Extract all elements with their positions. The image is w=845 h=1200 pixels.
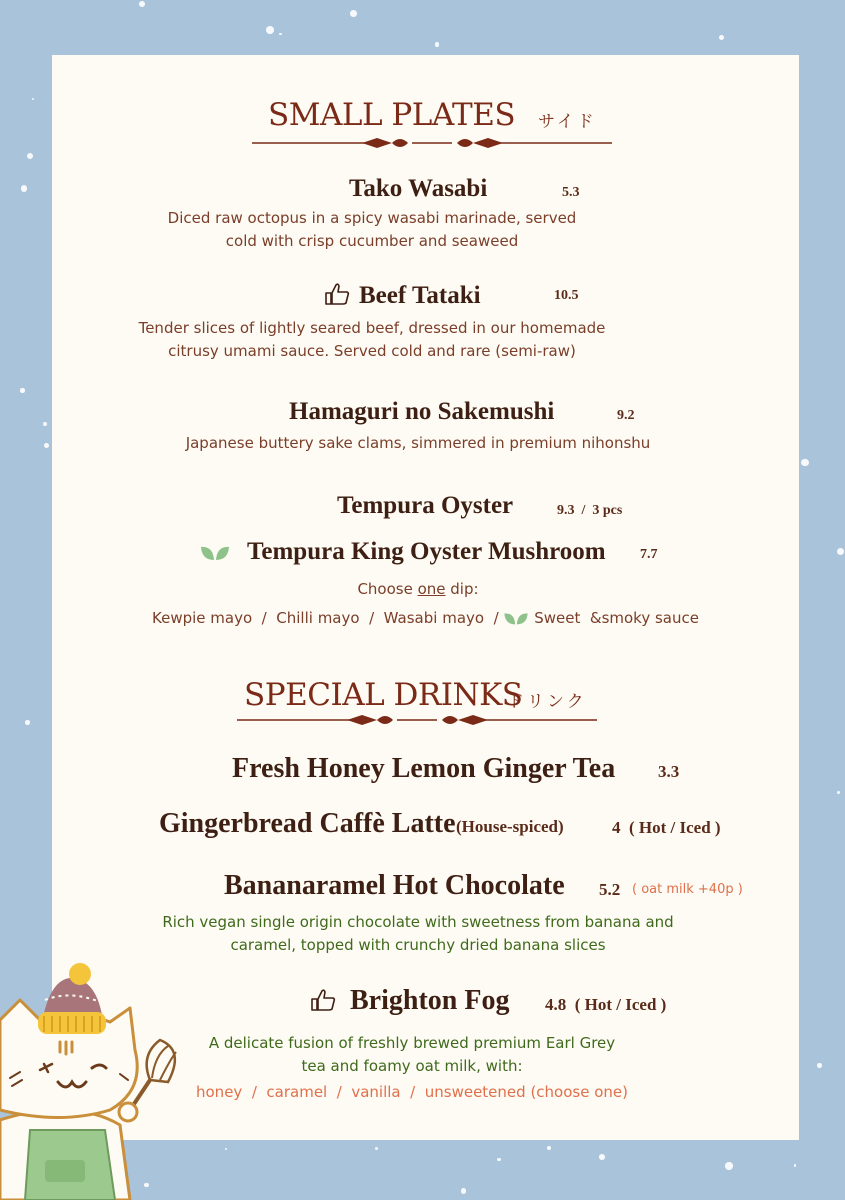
leaf-icon xyxy=(200,544,230,562)
snowflake xyxy=(599,1154,605,1160)
item-name-hamaguri: Hamaguri no Sakemushi xyxy=(289,398,555,425)
desc-line: Tender slices of lightly seared beef, dressed in our homemade xyxy=(138,319,606,337)
snowflake xyxy=(266,26,274,34)
snowflake xyxy=(461,1188,467,1194)
desc-line: cold with crisp cucumber and seaweed xyxy=(225,232,519,250)
drink-note-gingerbread-latte: (House-spiced) xyxy=(456,817,564,836)
desc-line: citrusy umami sauce. Served cold and rare (semi-raw) xyxy=(168,342,576,360)
item-name-tako-wasabi: Tako Wasabi xyxy=(349,175,488,202)
dip-vegan-option: Sweet &smoky sauce xyxy=(534,609,699,627)
drink-desc-bananaramel xyxy=(52,911,784,957)
snowflake xyxy=(817,1063,821,1067)
item-desc-hamaguri xyxy=(52,432,784,455)
item-price-beef-tataki: 10.5 xyxy=(554,288,579,303)
dip-instruction xyxy=(52,578,784,601)
snowflake xyxy=(43,422,47,426)
snowflake xyxy=(139,1,145,7)
snowflake xyxy=(435,42,439,46)
snowflake xyxy=(225,1148,227,1150)
desc-line: A delicate fusion of freshly brewed premium Earl Grey xyxy=(208,1034,616,1052)
drink-name-brighton-fog: Brighton Fog xyxy=(350,985,510,1016)
item-name-beef-tataki: Beef Tataki xyxy=(359,282,481,309)
snowflake xyxy=(32,98,34,100)
item-name-tempura-oyster: Tempura Oyster xyxy=(337,492,514,519)
drink-name-honey-lemon-ginger-tea: Fresh Honey Lemon Ginger Tea xyxy=(232,753,616,784)
desc-line: Diced raw octopus in a spicy wasabi marinade, served xyxy=(167,209,577,227)
item-price-tako-wasabi: 5.3 xyxy=(562,185,580,200)
desc-line: Japanese buttery sake clams, simmered in premium nihonshu xyxy=(185,434,651,452)
small-plates-title: SMALL PLATES xyxy=(268,97,516,133)
special-drinks-title-jp: ドリンク xyxy=(507,692,587,712)
snowflake xyxy=(44,443,49,448)
snowflake xyxy=(837,791,840,794)
snowflake xyxy=(350,10,357,17)
snowflake xyxy=(27,153,33,159)
thumbs-up-icon xyxy=(310,989,336,1011)
small-plates-title-jp: サイド xyxy=(538,112,597,132)
drink-price-honey-lemon-ginger-tea: 3.3 xyxy=(658,762,680,781)
snowflake xyxy=(21,185,27,191)
snowflake xyxy=(279,33,281,35)
ornamental-divider xyxy=(252,133,612,153)
snowflake xyxy=(20,388,24,392)
snowflake xyxy=(547,1146,551,1150)
desc-line: Rich vegan single origin chocolate with sweetness from banana and xyxy=(162,913,674,931)
dip-one: one xyxy=(417,580,446,598)
desc-line: tea and foamy oat milk, with: xyxy=(301,1057,523,1075)
snowflake xyxy=(25,720,30,725)
thumbs-up-icon xyxy=(324,283,350,305)
item-name-tempura-king-oyster: Tempura King Oyster Mushroom xyxy=(247,538,606,565)
drink-extra-bananaramel: ( oat milk +40p ) xyxy=(632,882,743,897)
drink-desc-brighton-fog xyxy=(182,1032,642,1078)
snowflake xyxy=(801,459,809,467)
snowflake xyxy=(375,1147,378,1150)
drink-name-gingerbread-latte: Gingerbread Caffè Latte xyxy=(159,808,456,839)
snowflake xyxy=(497,1158,501,1162)
item-price-hamaguri: 9.2 xyxy=(617,408,635,423)
item-price-tempura-king-oyster: 7.7 xyxy=(640,547,658,562)
item-price-tempura-oyster: 9.3 / 3 pcs xyxy=(557,503,623,518)
drink-name-bananaramel: Bananaramel Hot Chocolate xyxy=(224,870,565,901)
drink-price-gingerbread-latte: 4 ( Hot / Iced ) xyxy=(612,818,721,837)
desc-line: caramel, topped with crunchy dried banana slices xyxy=(230,936,606,954)
special-drinks-title: SPECIAL DRINKS xyxy=(244,677,523,713)
snowflake xyxy=(719,35,724,40)
item-desc-beef-tataki xyxy=(102,317,642,363)
leaf-icon xyxy=(503,611,529,626)
item-desc-tako-wasabi xyxy=(52,207,692,253)
dip-suffix: dip: xyxy=(445,580,479,598)
snowflake xyxy=(794,1164,797,1167)
snowflake xyxy=(837,548,844,555)
drink-options-brighton-fog: honey / caramel / vanilla / unsweetened (choose one) xyxy=(196,1083,628,1101)
dip-list: Kewpie mayo / Chilli mayo / Wasabi mayo / xyxy=(152,609,499,627)
cat-mascot-illustration xyxy=(0,960,200,1200)
ornamental-divider xyxy=(237,710,597,730)
drink-price-bananaramel: 5.2 xyxy=(599,880,621,899)
drink-price-brighton-fog: 4.8 ( Hot / Iced ) xyxy=(545,995,667,1014)
dip-options xyxy=(52,607,799,630)
dip-prefix: Choose xyxy=(357,580,418,598)
snowflake xyxy=(725,1162,733,1170)
